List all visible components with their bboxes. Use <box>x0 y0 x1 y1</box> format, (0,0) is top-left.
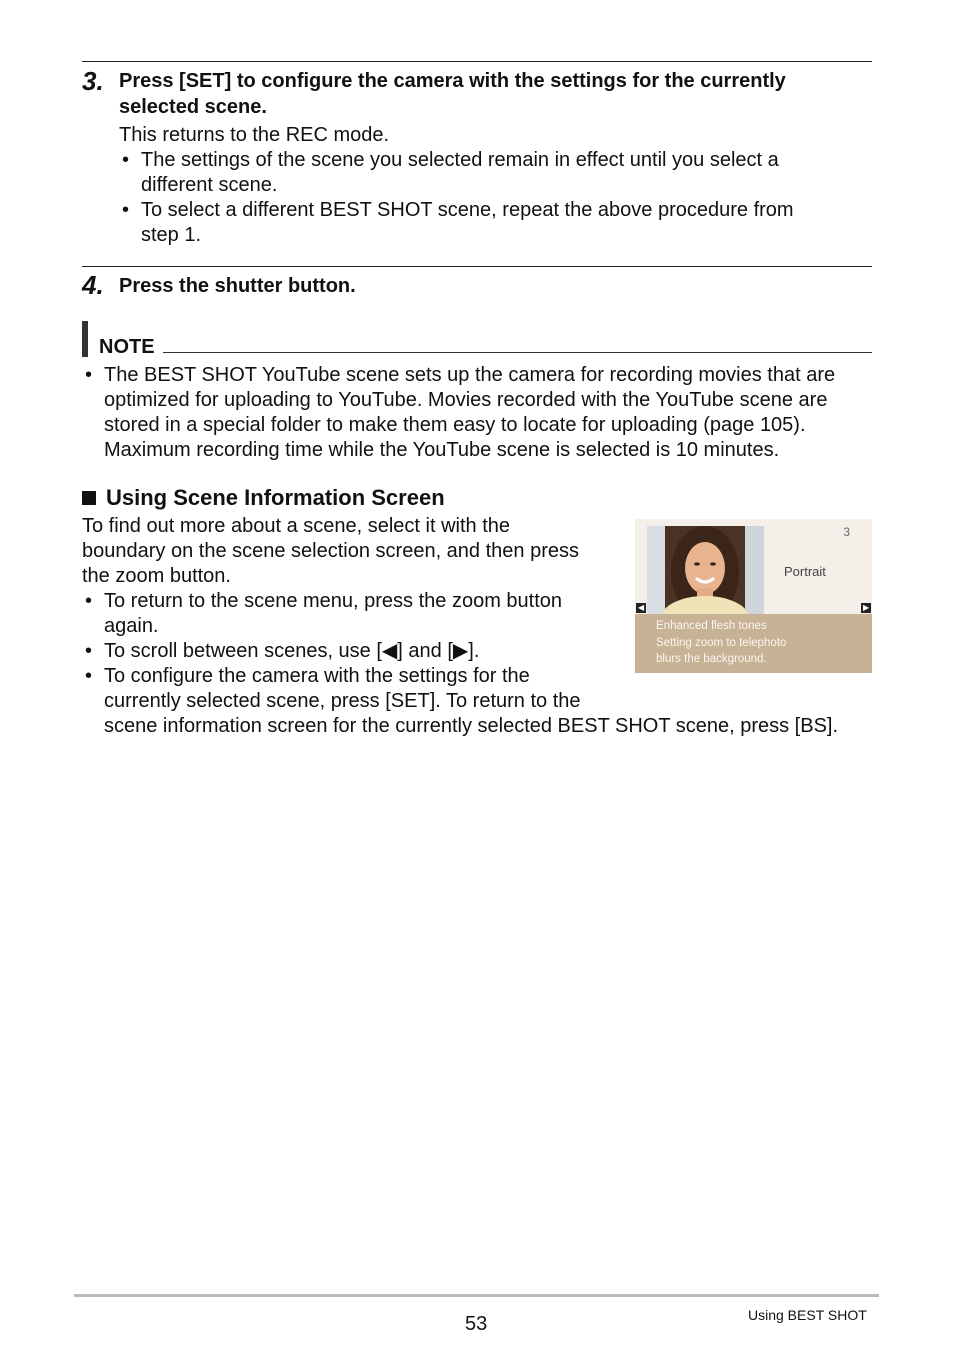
step3-title-line2: selected scene. <box>119 96 267 118</box>
bullet-dot: • <box>85 665 93 687</box>
note-label: NOTE <box>99 336 155 358</box>
portrait-photo <box>647 526 764 614</box>
step3-title-line1: Press [SET] to configure the camera with the settings for the currently <box>119 70 786 92</box>
bullet-dot: • <box>122 199 130 221</box>
bullet-dot: • <box>85 364 93 386</box>
section-bullet-2 <box>85 639 480 664</box>
step3-bullet-1-line1: The settings of the scene you selected remain in effect until you select a <box>141 149 779 171</box>
step3-bullet-1 <box>122 148 779 198</box>
left-arrow-icon: ◀ <box>638 603 645 612</box>
step3-bullet-2-line1: To select a different BEST SHOT scene, repeat the above procedure from <box>141 199 794 221</box>
note-line-1: The BEST SHOT YouTube scene sets up the camera for recording movies that are <box>104 364 836 386</box>
section-bullet-2-line1: To scroll between scenes, use [◀] and [▶]. <box>104 640 480 662</box>
section-bullet-3-line2: currently selected scene, press [SET]. To return to the <box>104 690 581 712</box>
step3-bullet-2 <box>122 198 794 248</box>
bullet-dot: • <box>122 149 130 171</box>
note-bullet <box>85 363 836 463</box>
section-bullet-1 <box>85 589 563 639</box>
square-bullet-icon <box>82 491 96 505</box>
section-intro <box>82 514 579 589</box>
section-bullet-1-line2: again. <box>104 615 159 637</box>
section-heading <box>82 484 445 512</box>
scene-info-screen-image <box>635 519 872 673</box>
step3-bullet-2-line2: step 1. <box>141 224 202 246</box>
scene-description-line2: Setting zoom to telephoto <box>656 637 787 649</box>
footer-section-title: Using BEST SHOT <box>748 1307 867 1323</box>
footer-rule <box>74 1294 879 1297</box>
step3-number: 3. <box>82 66 104 96</box>
note-line-4: Maximum recording time while the YouTube scene is selected is 10 minutes. <box>104 439 780 461</box>
step3-top-rule <box>82 61 872 62</box>
portrait-photo-illustration <box>647 526 764 614</box>
scene-description-line3: blurs the background. <box>656 653 767 665</box>
section-intro-line2: boundary on the scene selection screen, and then press <box>82 540 579 562</box>
step4-top-rule <box>82 266 872 267</box>
step4-title: Press the shutter button. <box>119 275 356 297</box>
note-marker <box>82 321 88 357</box>
section-bullet-3 <box>85 664 839 739</box>
section-bullet-3-line1: To configure the camera with the settings for the <box>104 665 530 687</box>
bullet-dot: • <box>85 640 93 662</box>
section-heading-text: Using Scene Information Screen <box>106 485 445 510</box>
note-line-2: optimized for uploading to YouTube. Movies recorded with the YouTube scene are <box>104 389 828 411</box>
right-arrow-icon: ▶ <box>863 603 870 612</box>
section-bullet-1-line1: To return to the scene menu, press the zoom button <box>104 590 563 612</box>
note-rule <box>163 352 872 353</box>
page-number: 53 <box>465 1313 488 1335</box>
section-intro-line1: To find out more about a scene, select it with the <box>82 515 511 537</box>
step3-text: This returns to the REC mode. <box>119 124 390 146</box>
note-line-3: stored in a special folder to make them easy to locate for uploading (page 105). <box>104 414 806 436</box>
section-bullet-3-line3: scene information screen for the currently selected BEST SHOT scene, press [BS]. <box>104 715 839 737</box>
step4-number: 4. <box>82 270 104 300</box>
scene-number: 3 <box>843 525 850 539</box>
step3-bullet-1-line2: different scene. <box>141 174 278 196</box>
bullet-dot: • <box>85 590 93 612</box>
scene-description-line1: Enhanced flesh tones <box>656 620 767 632</box>
section-intro-line3: the zoom button. <box>82 565 231 587</box>
scene-name: Portrait <box>784 564 826 579</box>
